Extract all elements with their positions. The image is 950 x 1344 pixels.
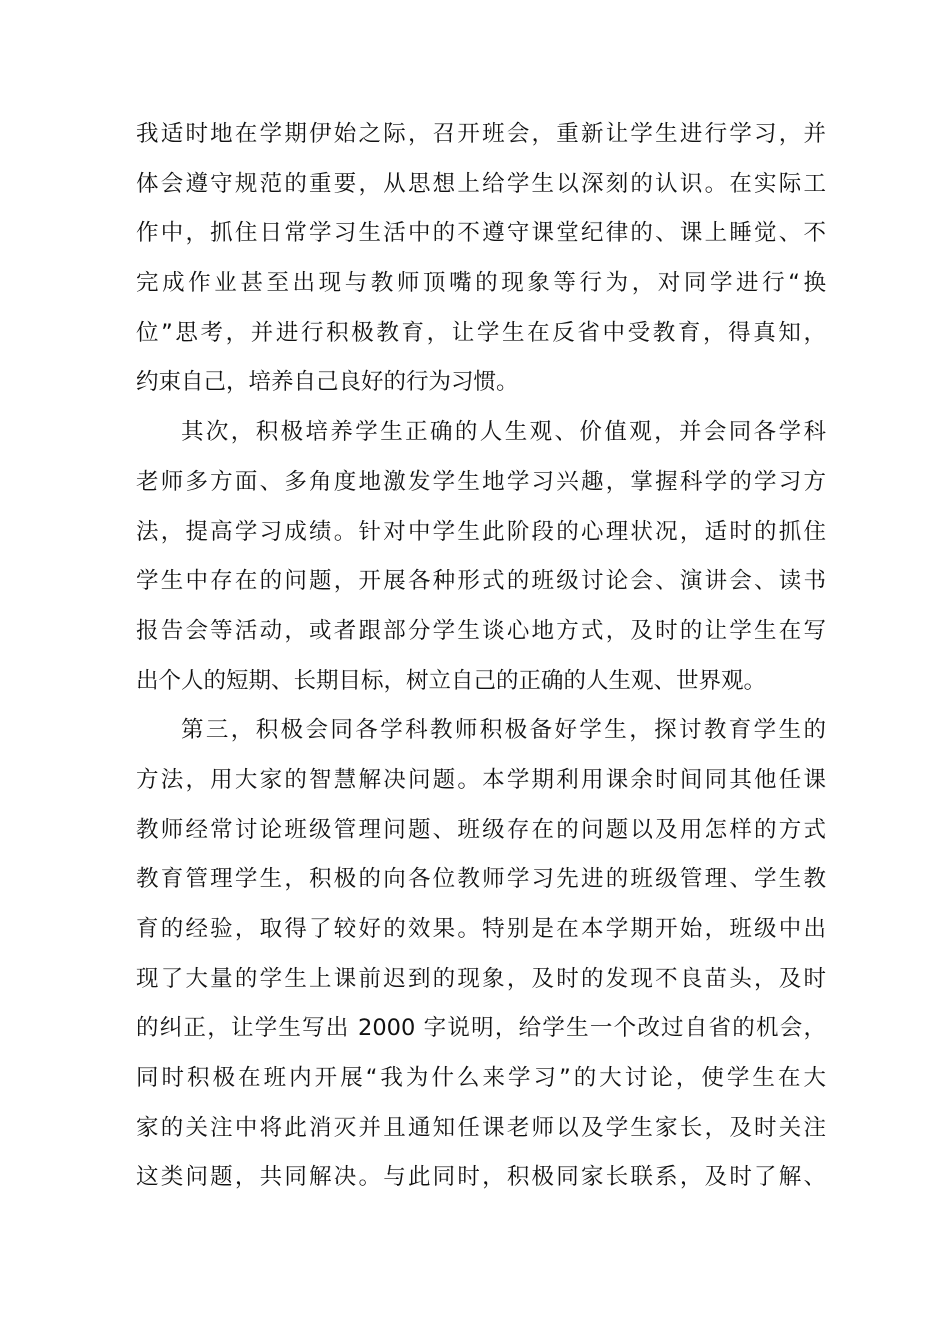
text-line: 第三，积极会同各学科教师积极备好学生，探讨教育学生的	[181, 717, 826, 744]
text-line: 法，提高学习成绩。针对中学生此阶段的心理状况，适时的抓住	[136, 518, 826, 545]
text-line: 这类问题，共同解决。与此同时，积极同家长联系，及时了解、	[136, 1164, 826, 1191]
text-line: 教师经常讨论班级管理问题、班级存在的问题以及用怎样的方式	[136, 816, 826, 843]
text-line: 位”思考，并进行积极教育，让学生在反省中受教育，得真知，	[136, 319, 826, 346]
paragraph-3	[136, 706, 826, 1203]
text-line: 育的经验，取得了较好的效果。特别是在本学期开始，班级中出	[136, 916, 826, 942]
text-line: 报告会等活动，或者跟部分学生谈心地方式，及时的让学生在写	[136, 617, 826, 644]
text-line: 老师多方面、多角度地激发学生地学习兴趣，掌握科学的学习方	[136, 468, 826, 495]
text-line: 学生中存在的问题，开展各种形式的班级讨论会、演讲会、读书	[136, 568, 826, 595]
text-line: 出个人的短期、长期目标，树立自己的正确的人生观、世界观。	[136, 667, 767, 694]
text-line: 完成作业甚至出现与教师顶嘴的现象等行为，对同学进行“换	[136, 270, 826, 297]
text-line: 同时积极在班内开展“我为什么来学习”的大讨论，使学生在大	[136, 1065, 826, 1092]
text-line: 约束自己，培养自己良好的行为习惯。	[136, 369, 519, 396]
text-line: 教育管理学生，积极的向各位教师学习先进的班级管理、学生教	[136, 866, 826, 893]
text-line: 体会遵守规范的重要，从思想上给学生以深刻的认识。在实际工	[136, 170, 826, 197]
text-line: 作中，抓住日常学习生活中的不遵守课堂纪律的、课上睡觉、不	[136, 220, 826, 247]
text-line: 方法，用大家的智慧解决问题。本学期利用课余时间同其他任课	[136, 766, 826, 793]
text-line: 其次，积极培养学生正确的人生观、价值观，并会同各学科	[181, 419, 826, 446]
text-line: 家的关注中将此消灭并且通知任课老师以及学生家长，及时关注	[136, 1114, 826, 1141]
paragraph-2	[136, 408, 826, 706]
body-text	[136, 110, 826, 1203]
text-line: 的纠正，让学生写出 2000 字说明，给学生一个改过自省的机会，	[136, 1015, 826, 1042]
text-line: 现了大量的学生上课前迟到的现象，及时的发现不良苗头，及时	[136, 965, 826, 992]
paragraph-1	[136, 110, 826, 408]
text-line: 我适时地在学期伊始之际，召开班会，重新让学生进行学习，并	[136, 121, 826, 147]
